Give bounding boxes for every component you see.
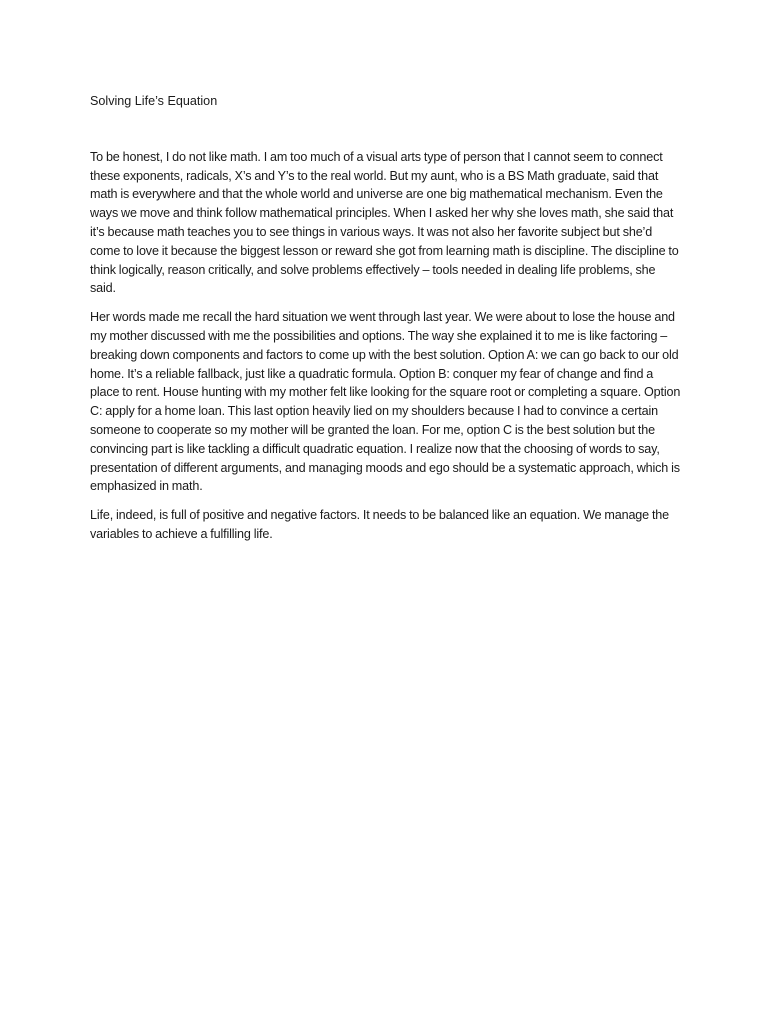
document-title: Solving Life’s Equation xyxy=(90,94,218,108)
document-body xyxy=(90,92,682,554)
paragraph-3: Life, indeed, is full of positive and negative factors. It needs to be balanced like an equation. We manage the variables to achieve a fulfilling life. xyxy=(90,508,670,541)
paragraph-1: To be honest, I do not like math. I am too much of a visual arts type of person that I cannot seem to connect these exponents, radicals, X’s and Y’s to the real world. But my aunt, who is a BS Math graduate, said that math is everywhere and that the whole world and universe are one big mathematical mechanism. Even the ways we move and think follow mathematical principles. When I asked her why she loves math, she said that it’s because math teaches you to see things in various ways. It was not also her favorite subject but she’d come to love it because the biggest lesson or reward she got from learning math is discipline. The discipline to think logically, reason critically, and solve problems effectively – tools needed in dealing life problems, she said. xyxy=(90,149,679,296)
paragraph-2: Her words made me recall the hard situation we went through last year. We were about to lose the house and my mother discussed with me the possibilities and options. The way she explained it to me is like factoring – breaking down components and factors to come up with the best solution. Option A: we can go back to our old home. It’s a reliable fallback, just like a quadratic formula. Option B: conquer my fear of change and find a place to rent. House hunting with my mother felt like looking for the square root or completing a square. Option C: apply for a home loan. This last option heavily lied on my shoulders because I had to convince a certain someone to cooperate so my mother will be granted the loan. For me, option C is the best solution but the convincing part is like tackling a difficult quadratic equation. I realize now that the choosing of words to say, presentation of different arguments, and managing moods and ego should be a systematic approach, which is emphasized in math. xyxy=(90,310,681,494)
